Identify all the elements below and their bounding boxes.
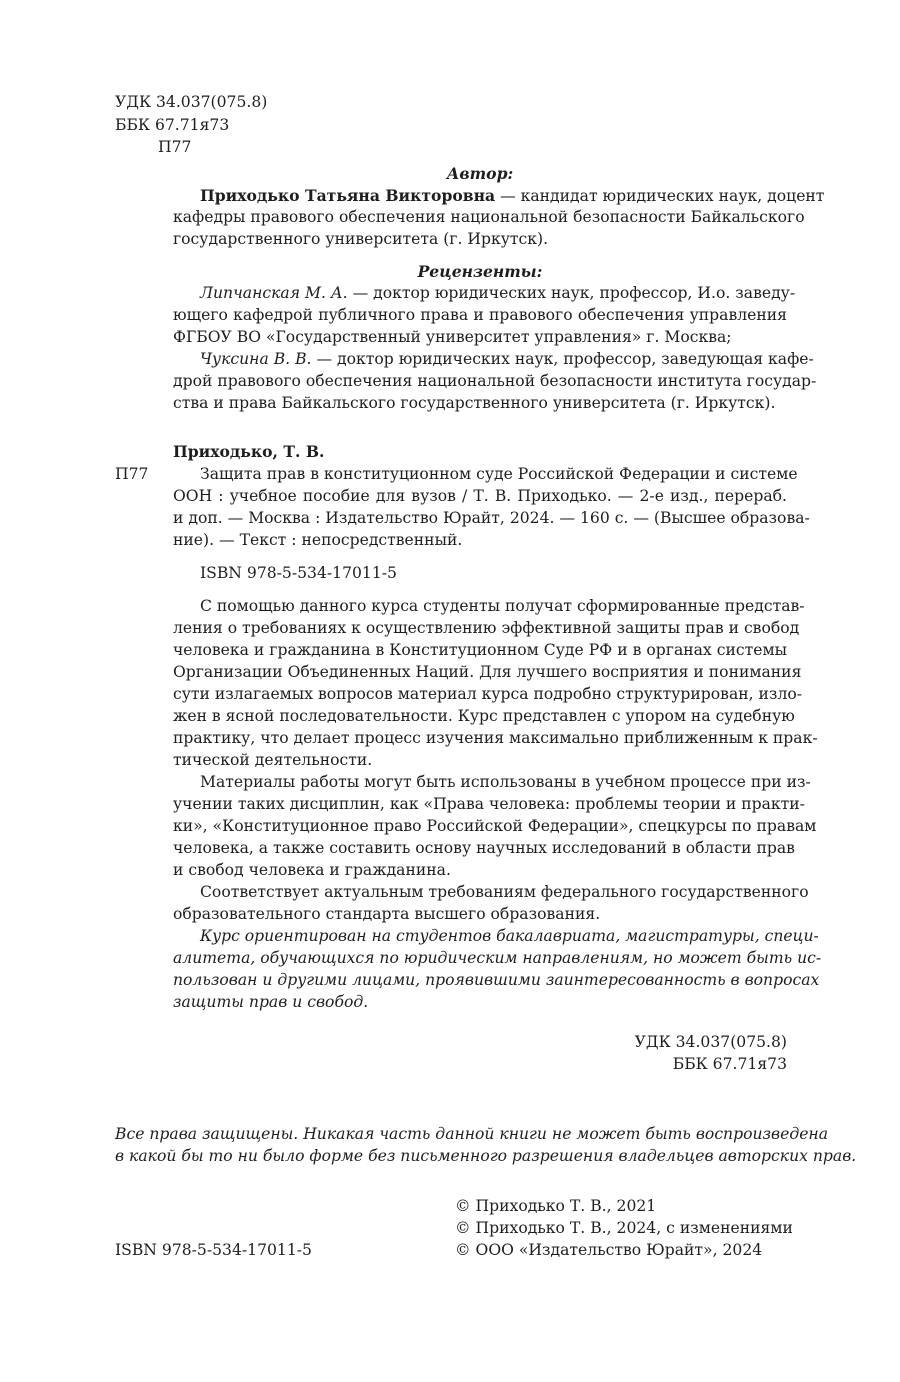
- copyright-line-2: © Приходько Т. В., 2024, с изменениями: [455, 1219, 793, 1237]
- rights-line-2: в какой бы то ни было форме без письменного разрешения владельцев авторских прав.: [115, 1147, 857, 1165]
- copyright-line-1: © Приходько Т. В., 2021: [455, 1197, 657, 1215]
- author-line-3: государственного университета (г. Иркутск).: [173, 230, 549, 248]
- copyright-line-3: © ООО «Издательство Юрайт», 2024: [455, 1241, 763, 1259]
- annotation-p1-line: тической деятельности.: [173, 751, 373, 769]
- bbk-right: ББК 67.71я73: [672, 1055, 787, 1073]
- annotation-p1-line: Организации Объединенных Наций. Для лучшего восприятия и понимания: [173, 663, 802, 681]
- reviewer-2-line-3: ства и права Байкальского государственного университета (г. Иркутск).: [173, 394, 776, 412]
- bib-author-heading: Приходько, Т. В.: [173, 442, 325, 461]
- bib-author-mark: П77: [115, 465, 149, 483]
- bib-line-4: ние). — Текст : непосредственный.: [173, 531, 463, 549]
- annotation-p2-line: учении таких дисциплин, как «Права человека: проблемы теории и практи-: [173, 795, 805, 813]
- annotation-p1-line: сути излагаемых вопросов материал курса подробно структурирован, изло-: [173, 685, 803, 703]
- reviewer-1-name: Липчанская М. А.: [200, 284, 348, 302]
- author-line-2: кафедры правового обеспечения национальной безопасности Байкальского: [173, 208, 805, 226]
- annotation-p2-line: человека, а также составить основу научных исследований в области прав: [173, 839, 795, 857]
- bib-line-2: ООН : учебное пособие для вузов / Т. В. Приходько. — 2-е изд., перераб.: [173, 487, 787, 505]
- annotation-p3-line: образовательного стандарта высшего образования.: [173, 905, 601, 923]
- author-name: Приходько Татьяна Викторовна: [200, 186, 496, 205]
- annotation-p2-line: Материалы работы могут быть использованы в учебном процессе при из-: [200, 773, 811, 791]
- udk-code: УДК 34.037(075.8): [115, 93, 268, 111]
- author-line-1: Приходько Татьяна Викторовна — кандидат юридических наук, доцент: [200, 186, 825, 205]
- annotation-p1-line: С помощью данного курса студенты получат сформированные представ-: [200, 597, 805, 615]
- isbn-bottom: ISBN 978-5-534-17011-5: [115, 1241, 312, 1259]
- reviewer-1-line-3: ФГБОУ ВО «Государственный университет управления» г. Москва;: [173, 328, 732, 346]
- rights-line-1: Все права защищены. Никакая часть данной книги не может быть воспроизведена: [115, 1125, 828, 1143]
- bib-line-3: и доп. — Москва : Издательство Юрайт, 2024. — 160 с. — (Высшее образова-: [173, 509, 810, 527]
- annotation-p4-line: пользован и другими лицами, проявившими заинтересованность в вопросах: [173, 971, 820, 989]
- reviewer-2-line-2: дрой правового обеспечения национальной безопасности института государ-: [173, 372, 817, 390]
- author-mark: П77: [158, 138, 192, 156]
- author-heading: Автор:: [446, 164, 514, 183]
- annotation-p4-line: Курс ориентирован на студентов бакалавриата, магистратуры, специ-: [200, 927, 819, 945]
- annotation-p1-line: практику, что делает процесс изучения максимально приближенным к прак-: [173, 729, 818, 747]
- bib-line-1: Защита прав в конституционном суде Российской Федерации и системе: [200, 465, 798, 483]
- annotation-p1-line: жен в ясной последовательности. Курс представлен с упором на судебную: [173, 707, 795, 725]
- reviewer-2-line-1: Чуксина В. В. — доктор юридических наук, профессор, заведующая кафе-: [200, 350, 814, 368]
- annotation-p1-line: человека и гражданина в Конституционном Суде РФ и в органах системы: [173, 641, 787, 659]
- reviewer-2-name: Чуксина В. В.: [200, 350, 312, 368]
- annotation-p4-line: алитета, обучающихся по юридическим направлениям, но может быть ис-: [173, 949, 822, 967]
- annotation-p3-line: Соответствует актуальным требованиям федерального государственного: [200, 883, 809, 901]
- reviewer-1-line-1: Липчанская М. А. — доктор юридических наук, профессор, И.о. заведу-: [200, 284, 796, 302]
- annotation-p2-line: ки», «Конституционное право Российской Федерации», спецкурсы по правам: [173, 817, 817, 835]
- bib-isbn: ISBN 978-5-534-17011-5: [200, 564, 397, 582]
- bbk-code: ББК 67.71я73: [115, 116, 230, 134]
- annotation-p2-line: и свобод человека и гражданина.: [173, 861, 451, 879]
- annotation-p4-line: защиты прав и свобод.: [173, 993, 369, 1011]
- reviewer-1-line-2: ющего кафедрой публичного права и правового обеспечения управления: [173, 306, 787, 324]
- udk-right: УДК 34.037(075.8): [634, 1033, 787, 1051]
- annotation-p1-line: ления о требованиях к осуществлению эффективной защиты прав и свобод: [173, 619, 800, 637]
- reviewers-heading: Рецензенты:: [417, 262, 543, 281]
